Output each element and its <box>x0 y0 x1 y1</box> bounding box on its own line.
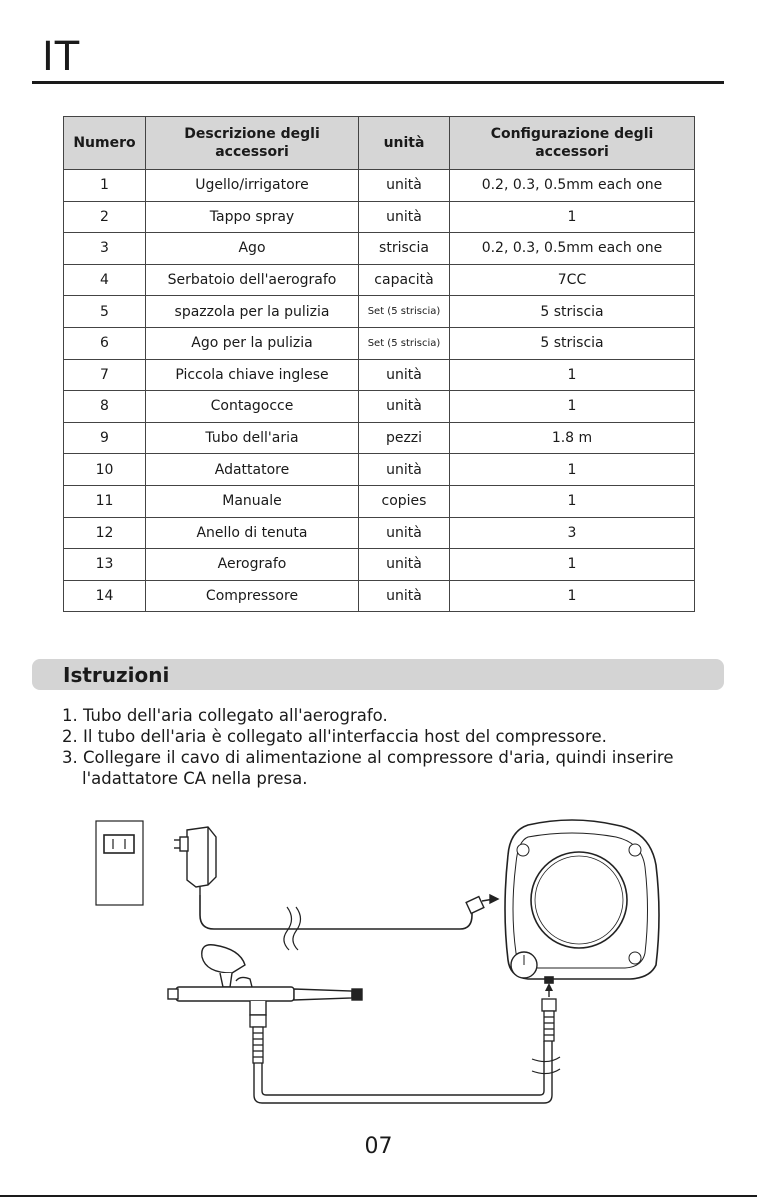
cell-descrizione: Manuale <box>146 485 359 517</box>
cell-descrizione: Ago per la pulizia <box>146 327 359 359</box>
cell-descrizione: Contagocce <box>146 391 359 423</box>
cell-descrizione: Adattatore <box>146 454 359 486</box>
table-row <box>64 549 695 581</box>
cell-configurazione: 1 <box>450 201 695 233</box>
cell-unita: unità <box>359 517 450 549</box>
cell-configurazione: 5 striscia <box>450 296 695 328</box>
instruction-step: 3. Collegare il cavo di alimentazione al compressore d'aria, quindi inserire l'adattatore CA nella presa. <box>62 748 674 788</box>
page-number: 07 <box>364 1134 393 1159</box>
cell-unita: pezzi <box>359 422 450 454</box>
table-row <box>64 454 695 486</box>
instruction-step: 1. Tubo dell'aria collegato all'aerografo. <box>62 706 388 725</box>
instruction-list <box>62 705 722 789</box>
cell-configurazione: 1 <box>450 359 695 391</box>
cell-unita: unità <box>359 359 450 391</box>
cell-unita: Set (5 striscia) <box>359 327 450 359</box>
cell-numero: 5 <box>64 296 146 328</box>
cell-unita: striscia <box>359 233 450 265</box>
cell-numero: 9 <box>64 422 146 454</box>
wall-outlet-icon <box>96 821 143 905</box>
table-row <box>64 170 695 202</box>
compressor-icon <box>505 820 659 983</box>
cell-unita: unità <box>359 201 450 233</box>
cell-descrizione: Piccola chiave inglese <box>146 359 359 391</box>
cell-numero: 1 <box>64 170 146 202</box>
cell-descrizione: Tappo spray <box>146 201 359 233</box>
table-body <box>64 170 695 612</box>
cell-unita: capacità <box>359 264 450 296</box>
cell-descrizione: Tubo dell'aria <box>146 422 359 454</box>
table-row <box>64 422 695 454</box>
cell-descrizione: Ugello/irrigatore <box>146 170 359 202</box>
table-row <box>64 391 695 423</box>
footer-rule <box>0 1195 757 1197</box>
cell-numero: 10 <box>64 454 146 486</box>
cell-unita: unità <box>359 391 450 423</box>
cell-unita: unità <box>359 549 450 581</box>
cell-unita: unità <box>359 170 450 202</box>
cell-descrizione: Aerografo <box>146 549 359 581</box>
table-row <box>64 517 695 549</box>
dc-plug-icon <box>466 895 498 913</box>
section-bar <box>32 659 724 690</box>
airbrush-fitting-icon <box>250 1015 266 1063</box>
cell-configurazione: 1 <box>450 391 695 423</box>
table-header-row <box>64 117 695 170</box>
language-label: IT <box>42 34 81 80</box>
cell-numero: 4 <box>64 264 146 296</box>
cell-configurazione: 0.2, 0.3, 0.5mm each one <box>450 233 695 265</box>
header-descrizione: Descrizione degli accessori <box>146 117 359 170</box>
header-unita: unità <box>359 117 450 170</box>
cell-descrizione: Compressore <box>146 580 359 612</box>
cell-numero: 12 <box>64 517 146 549</box>
accessories-table <box>63 116 695 612</box>
cell-descrizione: Serbatoio dell'aerografo <box>146 264 359 296</box>
cell-numero: 13 <box>64 549 146 581</box>
cell-numero: 2 <box>64 201 146 233</box>
header-configurazione: Configurazione degli accessori <box>450 117 695 170</box>
header-numero: Numero <box>64 117 146 170</box>
cell-numero: 6 <box>64 327 146 359</box>
cell-unita: unità <box>359 580 450 612</box>
cell-configurazione: 1 <box>450 549 695 581</box>
table-row <box>64 580 695 612</box>
cell-configurazione: 7CC <box>450 264 695 296</box>
cell-unita: Set (5 striscia) <box>359 296 450 328</box>
cell-configurazione: 1.8 m <box>450 422 695 454</box>
cell-configurazione: 5 striscia <box>450 327 695 359</box>
connection-diagram <box>90 815 690 1115</box>
cell-numero: 3 <box>64 233 146 265</box>
compressor-fitting-icon <box>542 999 556 1041</box>
table-row <box>64 485 695 517</box>
cell-numero: 11 <box>64 485 146 517</box>
cell-descrizione: spazzola per la pulizia <box>146 296 359 328</box>
table-row <box>64 264 695 296</box>
section-title: Istruzioni <box>63 663 170 687</box>
table-row <box>64 296 695 328</box>
table-row <box>64 359 695 391</box>
cell-configurazione: 1 <box>450 580 695 612</box>
instruction-step: 2. Il tubo dell'aria è collegato all'interfaccia host del compressore. <box>62 727 607 746</box>
airbrush-icon <box>168 945 362 1015</box>
cell-descrizione: Anello di tenuta <box>146 517 359 549</box>
cell-unita: copies <box>359 485 450 517</box>
cell-numero: 14 <box>64 580 146 612</box>
cell-numero: 7 <box>64 359 146 391</box>
header-rule <box>32 81 724 84</box>
cell-unita: unità <box>359 454 450 486</box>
cell-descrizione: Ago <box>146 233 359 265</box>
table-row <box>64 201 695 233</box>
table-row <box>64 327 695 359</box>
cell-configurazione: 0.2, 0.3, 0.5mm each one <box>450 170 695 202</box>
cell-configurazione: 1 <box>450 454 695 486</box>
cell-configurazione: 1 <box>450 485 695 517</box>
hose-break-icon <box>532 1057 560 1074</box>
power-cable <box>200 895 472 929</box>
cell-configurazione: 3 <box>450 517 695 549</box>
table-row <box>64 233 695 265</box>
cell-numero: 8 <box>64 391 146 423</box>
air-hose <box>254 1041 552 1103</box>
ac-adapter-icon <box>174 827 216 895</box>
